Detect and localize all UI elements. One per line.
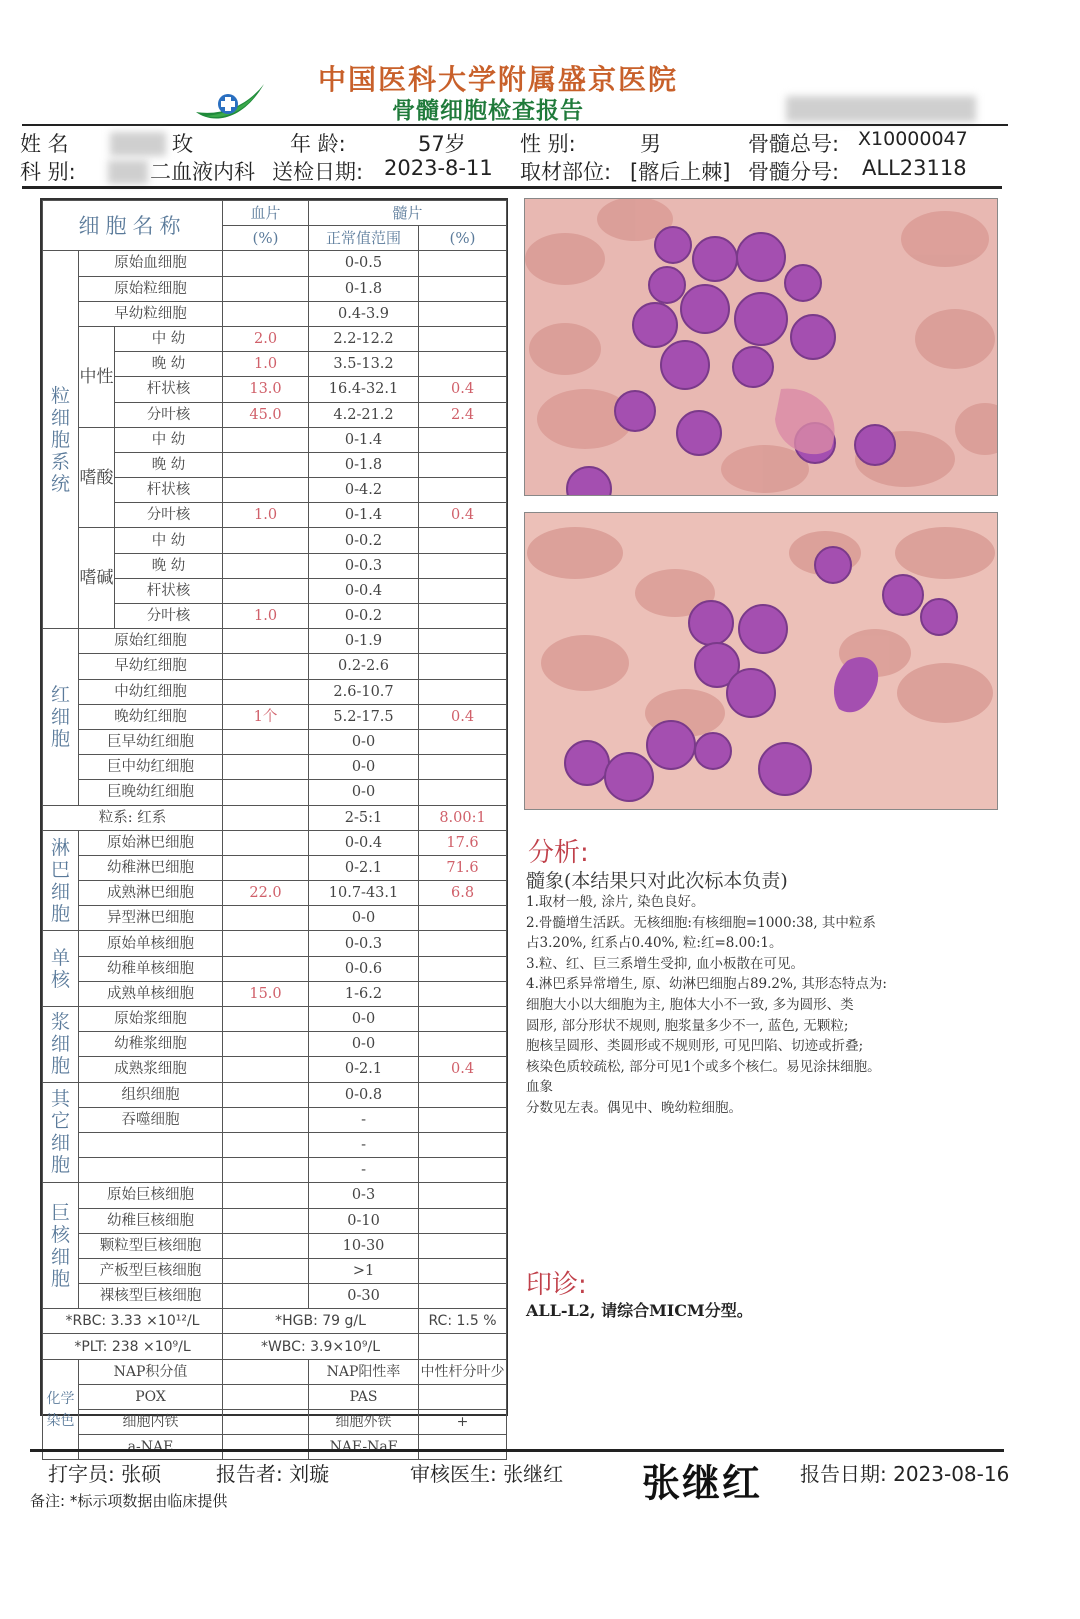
footnote: 备注: *标示项数据由临床提供 xyxy=(30,1492,228,1510)
normal-range: 0-1.4 xyxy=(309,427,419,452)
table-row xyxy=(43,276,507,301)
group-plasma: 浆细胞 xyxy=(43,1007,79,1083)
blood-value xyxy=(223,956,309,981)
normal-range: 0-0 xyxy=(309,1032,419,1057)
normal-range: 0-4.2 xyxy=(309,478,419,503)
cell-count-table xyxy=(40,198,508,1456)
cell-name: 中 幼 xyxy=(115,427,223,452)
age-value: 57岁 xyxy=(418,132,466,156)
cell-name: 成熟单核细胞 xyxy=(79,981,223,1006)
marrow-value: 17.6 xyxy=(419,830,507,855)
marrow-value xyxy=(419,906,507,931)
blood-value xyxy=(223,1258,309,1283)
normal-range: 0-10 xyxy=(309,1208,419,1233)
group-lympho: 淋巴细胞 xyxy=(43,830,79,931)
normal-range: 5.2-17.5 xyxy=(309,704,419,729)
normal-range: 2-5:1 xyxy=(309,805,419,830)
table-row xyxy=(43,1208,507,1233)
blood-value xyxy=(223,427,309,452)
normal-range: 0-0.4 xyxy=(309,578,419,603)
marrow-value xyxy=(419,528,507,553)
analysis-line: 4.淋巴系异常增生, 原、幼淋巴细胞占89.2%, 其形态特点为: xyxy=(526,976,887,993)
normal-range: 0-1.4 xyxy=(309,503,419,528)
chem-pox-value xyxy=(223,1384,309,1409)
blood-value xyxy=(223,931,309,956)
cell-name: 杆状核 xyxy=(115,478,223,503)
analysis-line: 圆形, 部分形状不规则, 胞浆量多少不一, 蓝色, 无颗粒; xyxy=(526,1017,849,1034)
marrow-value xyxy=(419,981,507,1006)
normal-range: 0-30 xyxy=(309,1284,419,1309)
cell-name: 原始粒细胞 xyxy=(79,276,223,301)
normal-range: 0-1.9 xyxy=(309,629,419,654)
normal-range: 0-1.8 xyxy=(309,276,419,301)
typist: 打字员: 张硕 xyxy=(48,1462,162,1486)
table-row xyxy=(43,1032,507,1057)
cell-name: 晚 幼 xyxy=(115,452,223,477)
marrow-value xyxy=(419,352,507,377)
marrow-value xyxy=(419,654,507,679)
chem-naenaf: NAE-NaF xyxy=(309,1435,419,1460)
marrow-value xyxy=(419,1032,507,1057)
marrow-value: 8.00:1 xyxy=(419,805,507,830)
sex-value: 男 xyxy=(640,132,661,156)
marrow-value xyxy=(419,679,507,704)
marrow-value xyxy=(419,578,507,603)
table-row xyxy=(43,301,507,326)
diagnosis-heading: 印诊: xyxy=(526,1270,587,1300)
normal-range: 0-0.6 xyxy=(309,956,419,981)
cell-name: 幼稚淋巴细胞 xyxy=(79,855,223,880)
normal-range: - xyxy=(309,1107,419,1132)
blood-value: 1个 xyxy=(223,704,309,729)
cell-name: 原始巨核细胞 xyxy=(79,1183,223,1208)
normal-range: 0-0.2 xyxy=(309,604,419,629)
blood-value: 13.0 xyxy=(223,377,309,402)
analysis-line: 占3.20%, 红系占0.40%, 粒:红=8.00:1。 xyxy=(526,935,783,952)
table-row xyxy=(43,931,507,956)
cell-name: 原始淋巴细胞 xyxy=(79,830,223,855)
analysis-line: 血象 xyxy=(526,1079,553,1096)
marrow-value xyxy=(419,629,507,654)
analysis-line: 3.粒、红、巨三系增生受抑, 血小板散在可见。 xyxy=(526,955,804,972)
subgroup-baso: 嗜碱 xyxy=(79,528,115,629)
chem-nap-score: NAP积分值 xyxy=(79,1359,223,1384)
table-row xyxy=(43,528,507,553)
blood-value xyxy=(223,1132,309,1157)
lab-plt: *PLT: 238 ×10⁹/L xyxy=(43,1334,223,1359)
cell-name: 颗粒型巨核细胞 xyxy=(79,1233,223,1258)
table-row xyxy=(43,1007,507,1032)
col-header-blood-unit: (%) xyxy=(223,226,309,251)
blood-value xyxy=(223,729,309,754)
reporter: 报告者: 刘璇 xyxy=(216,1462,330,1486)
blood-value xyxy=(223,1107,309,1132)
marrow-value: 0.4 xyxy=(419,377,507,402)
normal-range: 0.2-2.6 xyxy=(309,654,419,679)
hospital-name: 中国医科大学附属盛京医院 xyxy=(318,63,679,96)
blood-value xyxy=(223,301,309,326)
chem-anae-value xyxy=(223,1435,309,1460)
marrow-value xyxy=(419,604,507,629)
table-row xyxy=(43,679,507,704)
marrow-value xyxy=(419,1183,507,1208)
date-value: 2023-8-11 xyxy=(384,156,493,180)
table-row xyxy=(43,881,507,906)
blood-value xyxy=(223,553,309,578)
blood-value xyxy=(223,1057,309,1082)
blood-value: 22.0 xyxy=(223,881,309,906)
table-row xyxy=(43,1233,507,1258)
cell-name xyxy=(79,1132,223,1157)
marrow-value xyxy=(419,1107,507,1132)
lab-rc: RC: 1.5 % xyxy=(419,1309,507,1334)
sub-id-label: 骨髓分号: xyxy=(748,160,840,184)
blood-value: 2.0 xyxy=(223,326,309,351)
chem-pas: PAS xyxy=(309,1384,419,1409)
lab-hgb: *HGB: 79 g/L xyxy=(223,1309,419,1334)
marrow-value xyxy=(419,1132,507,1157)
micrograph-1 xyxy=(524,198,998,496)
analysis-line: 核染色质较疏松, 部分可见1个或多个核仁。易见涂抹细胞。 xyxy=(526,1058,881,1075)
normal-range: 0-0 xyxy=(309,755,419,780)
lab-rbc: *RBC: 3.33 ×10¹²/L xyxy=(43,1309,223,1334)
marrow-value xyxy=(419,780,507,805)
cell-name: 早幼粒细胞 xyxy=(79,301,223,326)
hospital-logo xyxy=(192,72,272,126)
group-granulocyte: 粒细胞系统 xyxy=(43,251,79,629)
marrow-value xyxy=(419,452,507,477)
table-row xyxy=(43,1082,507,1107)
normal-range: 0-0 xyxy=(309,780,419,805)
table-row xyxy=(43,1158,507,1183)
header-rule-top xyxy=(22,124,1008,126)
cell-name: 成熟淋巴细胞 xyxy=(79,881,223,906)
analysis-line: 胞核呈圆形、类圆形或不规则形, 可见凹陷、切迹或折叠; xyxy=(526,1038,864,1055)
cell-name: 原始血细胞 xyxy=(79,251,223,276)
name-label: 姓 名 xyxy=(20,132,69,156)
marrow-value: 0.4 xyxy=(419,704,507,729)
group-mega: 巨核细胞 xyxy=(43,1183,79,1309)
cell-name: 幼稚浆细胞 xyxy=(79,1032,223,1057)
cell-name: 裸核型巨核细胞 xyxy=(79,1284,223,1309)
blood-value xyxy=(223,654,309,679)
chem-anae: a-NAE xyxy=(79,1435,223,1460)
blood-value xyxy=(223,855,309,880)
col-header-normal: 正常值范围 xyxy=(309,226,419,251)
cell-name: 杆状核 xyxy=(115,578,223,603)
cell-name: 幼稚巨核细胞 xyxy=(79,1208,223,1233)
cell-name: 中 幼 xyxy=(115,528,223,553)
marrow-value: 0.4 xyxy=(419,1057,507,1082)
report-date: 报告日期: 2023-08-16 xyxy=(800,1462,1010,1486)
normal-range: 10.7-43.1 xyxy=(309,881,419,906)
analysis-line: 1.取材一般, 涂片, 染色良好。 xyxy=(526,894,705,910)
dept-redaction xyxy=(108,160,148,184)
cell-name: 组织细胞 xyxy=(79,1082,223,1107)
blood-value: 1.0 xyxy=(223,352,309,377)
group-other: 其它细胞 xyxy=(43,1082,79,1183)
subgroup-neutro: 中性 xyxy=(79,326,115,427)
normal-range: 0-0.3 xyxy=(309,931,419,956)
cell-name: 分叶核 xyxy=(115,402,223,427)
diagnosis-text: ALL-L2, 请综合MICM分型。 xyxy=(526,1301,753,1320)
marrow-value: 2.4 xyxy=(419,402,507,427)
chem-iron-in: 细胞内铁 xyxy=(79,1410,223,1435)
blood-value xyxy=(223,251,309,276)
blood-value xyxy=(223,1208,309,1233)
blood-value xyxy=(223,1032,309,1057)
marrow-value xyxy=(419,251,507,276)
cell-name: 原始单核细胞 xyxy=(79,931,223,956)
marrow-value xyxy=(419,755,507,780)
table-row xyxy=(43,805,507,830)
blood-value xyxy=(223,805,309,830)
table-row xyxy=(43,956,507,981)
chem-neutro-lobe: 中性杆分叶少 xyxy=(419,1359,507,1384)
marrow-id-label: 骨髓总号: xyxy=(748,132,840,156)
blood-value xyxy=(223,276,309,301)
marrow-value xyxy=(419,1284,507,1309)
normal-range: 0-0.8 xyxy=(309,1082,419,1107)
cell-name: 中 幼 xyxy=(115,326,223,351)
marrow-value xyxy=(419,326,507,351)
cell-name: 中幼红细胞 xyxy=(79,679,223,704)
cell-name: 幼稚单核细胞 xyxy=(79,956,223,981)
cell-name: 巨晚幼红细胞 xyxy=(79,780,223,805)
footer-rule xyxy=(30,1449,1004,1452)
marrow-value xyxy=(419,1158,507,1183)
blood-value: 15.0 xyxy=(223,981,309,1006)
analysis-heading: 分析: xyxy=(528,838,589,868)
col-header-blood: 血片 xyxy=(223,201,309,226)
normal-range: 4.2-21.2 xyxy=(309,402,419,427)
table-row xyxy=(43,1284,507,1309)
normal-range: 0-1.8 xyxy=(309,452,419,477)
normal-range: 16.4-32.1 xyxy=(309,377,419,402)
normal-range: >1 xyxy=(309,1258,419,1283)
marrow-value: 6.8 xyxy=(419,881,507,906)
col-header-marrow-unit: (%) xyxy=(419,226,507,251)
normal-range: 0-0.5 xyxy=(309,251,419,276)
table-row xyxy=(43,1107,507,1132)
cell-name: 分叶核 xyxy=(115,503,223,528)
blood-value: 1.0 xyxy=(223,604,309,629)
table-row xyxy=(43,981,507,1006)
blood-value xyxy=(223,1284,309,1309)
blood-value xyxy=(223,1007,309,1032)
cell-name: 成熟浆细胞 xyxy=(79,1057,223,1082)
chem-naenaf-value xyxy=(419,1435,507,1460)
reviewer: 审核医生: 张继红 xyxy=(410,1462,564,1486)
marrow-id-value: X10000047 xyxy=(858,128,968,150)
normal-range: 0-0.2 xyxy=(309,528,419,553)
table-row xyxy=(43,1183,507,1208)
cell-name: 吞噬细胞 xyxy=(79,1107,223,1132)
analysis-line: 细胞大小以大细胞为主, 胞体大小不一致, 多为圆形、类 xyxy=(526,997,854,1013)
marrow-value xyxy=(419,553,507,578)
blood-value xyxy=(223,1158,309,1183)
date-label: 送检日期: xyxy=(272,160,364,184)
table-row xyxy=(43,855,507,880)
lab-empty xyxy=(419,1334,507,1359)
group-erythro: 红细胞 xyxy=(43,629,79,805)
cell-name: 原始浆细胞 xyxy=(79,1007,223,1032)
dept-value: 二血液内科 xyxy=(150,160,255,184)
marrow-value: 71.6 xyxy=(419,855,507,880)
reviewer-signature: 张继红 xyxy=(642,1460,763,1505)
normal-range: 10-30 xyxy=(309,1233,419,1258)
normal-range: 0.4-3.9 xyxy=(309,301,419,326)
lab-wbc: *WBC: 3.9×10⁹/L xyxy=(223,1334,419,1359)
table-row xyxy=(43,1258,507,1283)
cell-name: 分叶核 xyxy=(115,604,223,629)
normal-range: - xyxy=(309,1132,419,1157)
age-label: 年 龄: xyxy=(290,132,346,156)
marrow-value: 0.4 xyxy=(419,503,507,528)
blood-value xyxy=(223,528,309,553)
cell-name: 巨中幼红细胞 xyxy=(79,755,223,780)
marrow-value xyxy=(419,956,507,981)
blood-value xyxy=(223,478,309,503)
site-label: 取材部位: xyxy=(520,160,612,184)
blood-value: 45.0 xyxy=(223,402,309,427)
table-row xyxy=(43,326,507,351)
table-row xyxy=(43,1057,507,1082)
blood-value: 1.0 xyxy=(223,503,309,528)
cell-name: 异型淋巴细胞 xyxy=(79,906,223,931)
cell-name: 原始红细胞 xyxy=(79,629,223,654)
table-row xyxy=(43,427,507,452)
blood-value xyxy=(223,1183,309,1208)
marrow-value xyxy=(419,1082,507,1107)
name-value: 玫 xyxy=(172,132,193,156)
normal-range: 1-6.2 xyxy=(309,981,419,1006)
table-row xyxy=(43,830,507,855)
cell-name: 晚 幼 xyxy=(115,352,223,377)
cell-name xyxy=(79,1158,223,1183)
normal-range: 3.5-13.2 xyxy=(309,352,419,377)
site-value: [髂后上棘] xyxy=(630,160,731,184)
marrow-value xyxy=(419,276,507,301)
marrow-value xyxy=(419,729,507,754)
blood-value xyxy=(223,1233,309,1258)
dept-label: 科 别: xyxy=(20,160,76,184)
table-row xyxy=(43,755,507,780)
normal-range: 0-0 xyxy=(309,729,419,754)
blood-value xyxy=(223,780,309,805)
cell-name: 巨早幼红细胞 xyxy=(79,729,223,754)
name-redaction xyxy=(110,132,166,156)
group-mono: 单核 xyxy=(43,931,79,1007)
redaction-blur xyxy=(786,96,976,122)
marrow-value xyxy=(419,1258,507,1283)
sub-id-value: ALL23118 xyxy=(862,156,967,180)
analysis-line: 分数见左表。偶见中、晚幼粒细胞。 xyxy=(526,1100,742,1116)
marrow-value xyxy=(419,301,507,326)
table-row xyxy=(43,251,507,276)
table-row xyxy=(43,629,507,654)
cell-name: 产板型巨核细胞 xyxy=(79,1258,223,1283)
subgroup-eosino: 嗜酸 xyxy=(79,427,115,528)
cell-name: 晚 幼 xyxy=(115,553,223,578)
normal-range: - xyxy=(309,1158,419,1183)
cell-name: 早幼红细胞 xyxy=(79,654,223,679)
chem-iron-out: 细胞外铁 xyxy=(309,1410,419,1435)
chem-nap-pos: NAP阳性率 xyxy=(309,1359,419,1384)
chem-nap-score-value xyxy=(223,1359,309,1384)
blood-value xyxy=(223,1082,309,1107)
normal-range: 0-2.1 xyxy=(309,855,419,880)
marrow-value xyxy=(419,1007,507,1032)
marrow-value xyxy=(419,1233,507,1258)
normal-range: 2.6-10.7 xyxy=(309,679,419,704)
marrow-value xyxy=(419,478,507,503)
table-row xyxy=(43,729,507,754)
blood-value xyxy=(223,578,309,603)
group-chem: 化学染色 xyxy=(43,1359,79,1460)
blood-value xyxy=(223,452,309,477)
marrow-value xyxy=(419,931,507,956)
chem-pox: POX xyxy=(79,1384,223,1409)
cell-name: 杆状核 xyxy=(115,377,223,402)
normal-range: 2.2-12.2 xyxy=(309,326,419,351)
normal-range: 0-3 xyxy=(309,1183,419,1208)
normal-range: 0-0 xyxy=(309,906,419,931)
header-rule-bottom xyxy=(22,186,1002,189)
table-row xyxy=(43,1132,507,1157)
cell-name: 粒系: 红系 xyxy=(43,805,223,830)
normal-range: 0-0 xyxy=(309,1007,419,1032)
cell-count-grid xyxy=(42,200,507,1460)
table-row xyxy=(43,906,507,931)
sex-label: 性 别: xyxy=(520,132,576,156)
chem-iron-out-value: + xyxy=(419,1410,507,1435)
table-row xyxy=(43,704,507,729)
blood-value xyxy=(223,830,309,855)
normal-range: 0-0.4 xyxy=(309,830,419,855)
micrograph-2 xyxy=(524,512,998,810)
report-title: 骨髓细胞检查报告 xyxy=(392,97,584,124)
blood-value xyxy=(223,906,309,931)
table-row xyxy=(43,780,507,805)
blood-value xyxy=(223,679,309,704)
blood-value xyxy=(223,629,309,654)
table-row xyxy=(43,654,507,679)
col-header-cell-name: 细胞名称 xyxy=(43,201,223,251)
cell-name: 晚幼红细胞 xyxy=(79,704,223,729)
normal-range: 0-0.3 xyxy=(309,553,419,578)
marrow-value xyxy=(419,1208,507,1233)
chem-pas-value xyxy=(419,1384,507,1409)
chem-iron-in-value xyxy=(223,1410,309,1435)
normal-range: 0-2.1 xyxy=(309,1057,419,1082)
col-header-marrow: 髓片 xyxy=(309,201,507,226)
analysis-line: 2.骨髓增生活跃。无核细胞:有核细胞=1000:38, 其中粒系 xyxy=(526,914,876,931)
marrow-label: 髓象(本结果只对此次标本负责) xyxy=(526,870,788,892)
blood-value xyxy=(223,755,309,780)
marrow-value xyxy=(419,427,507,452)
